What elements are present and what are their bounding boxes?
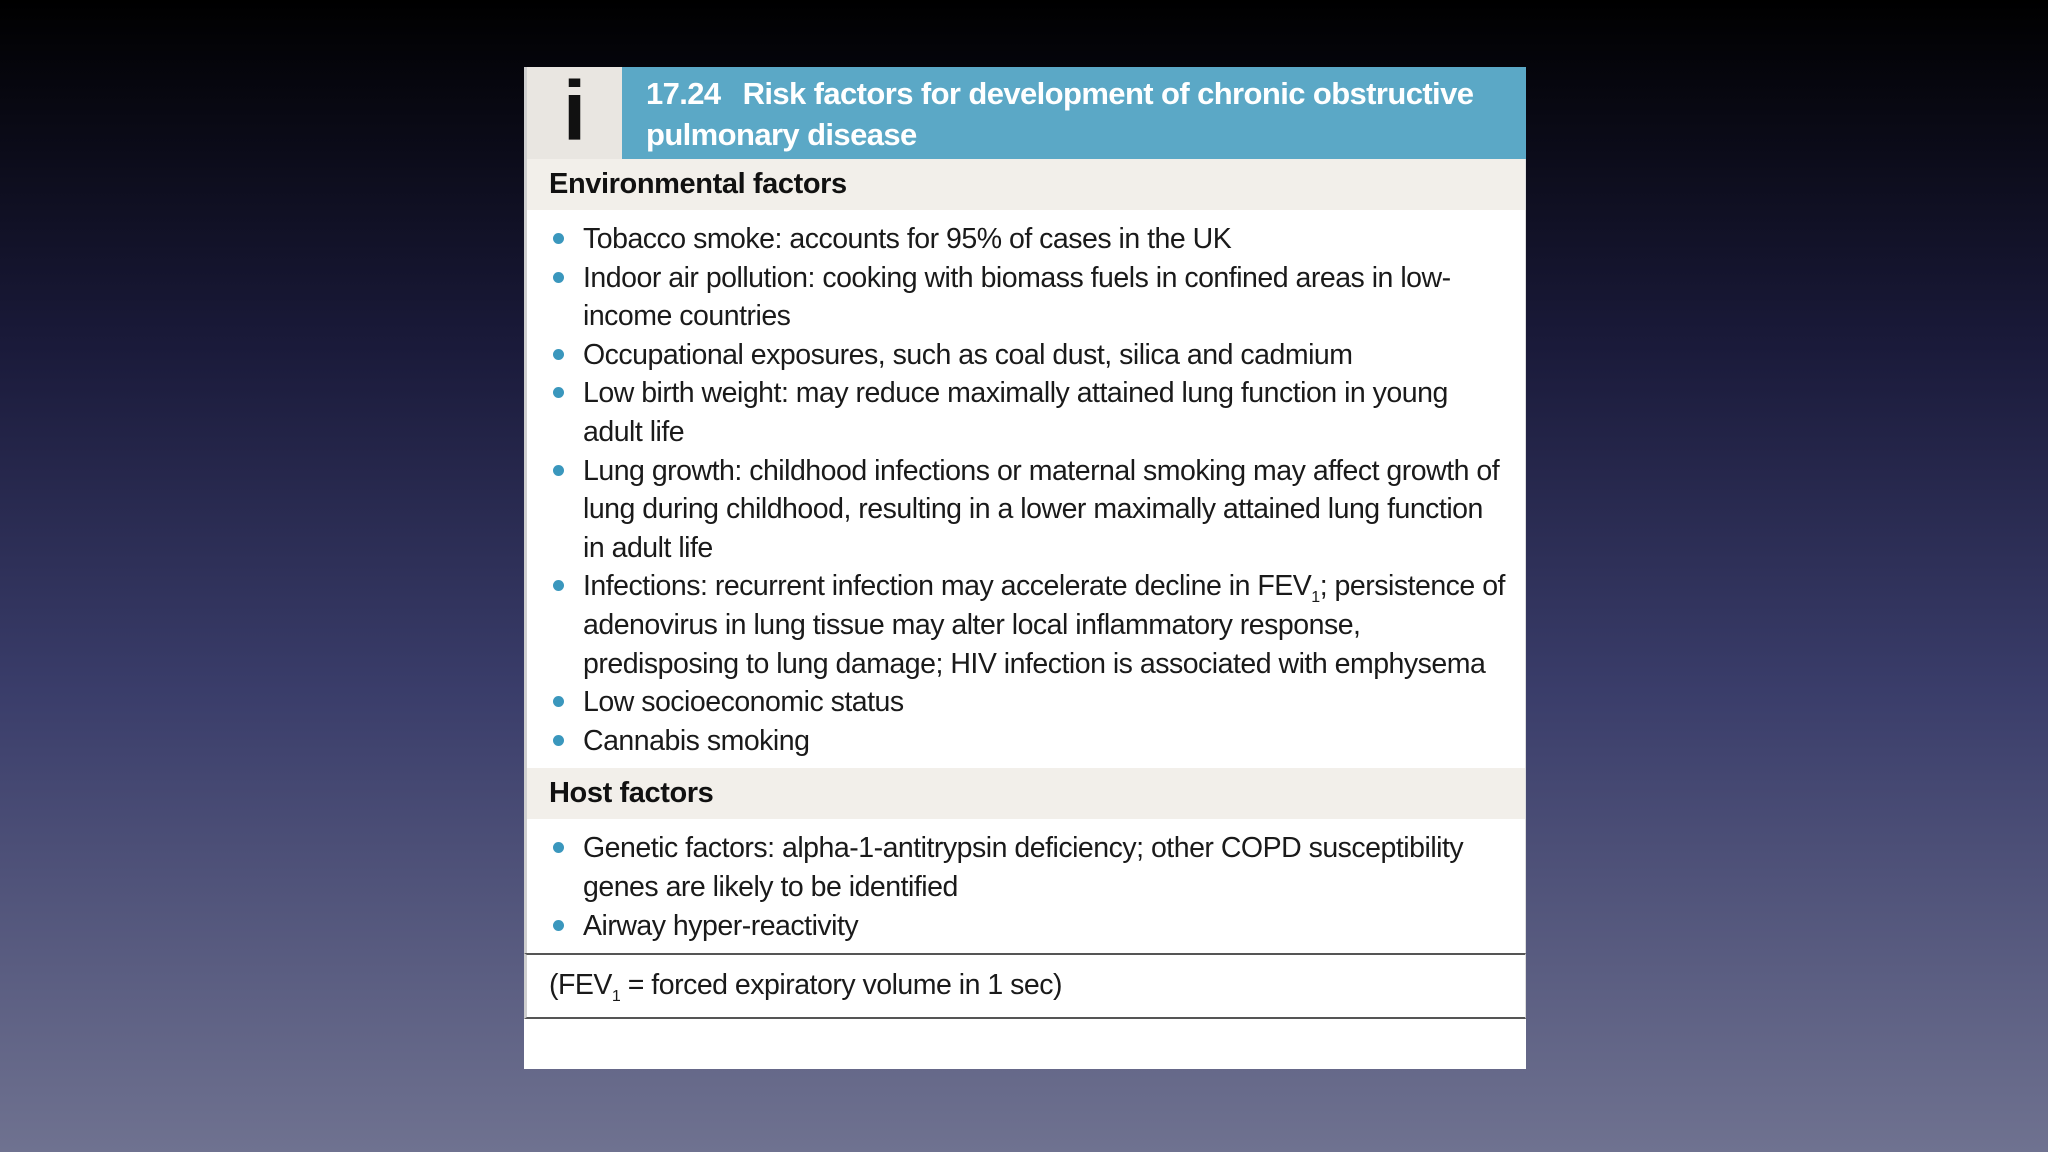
item-text: Low birth weight: may reduce maximally attained lung function in young adult life [583,377,1448,448]
footnote-post: = forced expiratory volume in 1 sec) [620,969,1062,1002]
title-line-2: pulmonary disease [646,117,917,152]
item-text-pre: Infections: recurrent infection may accelerate decline in FEV [583,570,1312,603]
item-text: Indoor air pollution: cooking with biomass fuels in confined areas in low-income countries [583,261,1451,333]
bullet-icon [553,349,564,360]
list-item [583,220,1509,259]
bullet-icon [553,272,564,283]
host-list [527,819,1525,953]
item-text: Occupational exposures, such as coal dust, silica and cadmium [583,338,1353,371]
bullet-icon [553,465,564,476]
list-item [583,722,1509,761]
list-item [583,374,1509,451]
section-host [527,768,1525,953]
title-line-1: Risk factors for development of chronic obstructive [742,76,1474,111]
footnote [524,953,1526,1019]
bullet-icon [553,920,564,931]
bullet-icon [553,735,564,746]
item-text: Low socioeconomic status [583,686,904,719]
list-item [583,259,1509,336]
section-heading: Host factors [527,768,1525,819]
list-item [583,452,1509,568]
environmental-list [527,210,1525,768]
subscript: 1 [611,988,621,1006]
table-header [524,64,1526,159]
list-item [583,336,1509,375]
item-text: Lung growth: childhood infections or maternal smoking may affect growth of lung during childhood, resulting in a lower maximally attained lung function in adult life [583,454,1500,564]
info-icon [527,64,622,159]
section-heading: Environmental factors [527,159,1525,210]
item-text: Genetic factors: alpha-1-antitrypsin deficiency; other COPD susceptibility genes are likely to be identified [583,832,1464,903]
bullet-icon [553,696,564,707]
list-item [583,683,1509,722]
table-title [646,73,1506,155]
info-glyph: i [562,64,587,158]
bullet-icon [553,580,564,591]
section-environmental [527,159,1525,768]
item-text: Cannabis smoking [583,724,810,757]
bullet-icon [553,842,564,853]
bullet-icon [553,387,564,398]
item-text: Airway hyper-reactivity [583,909,859,942]
item-text: Tobacco smoke: accounts for 95% of cases in the UK [583,223,1232,255]
bullet-icon [553,233,564,244]
risk-factors-table [524,64,1526,1069]
table-number: 17.24 [646,76,721,111]
list-item [583,567,1509,683]
item-text-post: ; persistence of adenovirus in lung tissue may alter local inflammatory response, predisposing to lung damage; HIV infection is associated with emphysema [583,570,1505,680]
list-item [583,907,1509,946]
table-body [524,159,1526,953]
title-bar [622,67,1526,159]
footnote-pre: (FEV [549,969,612,1002]
subscript: 1 [1311,589,1320,607]
list-item [583,829,1509,906]
